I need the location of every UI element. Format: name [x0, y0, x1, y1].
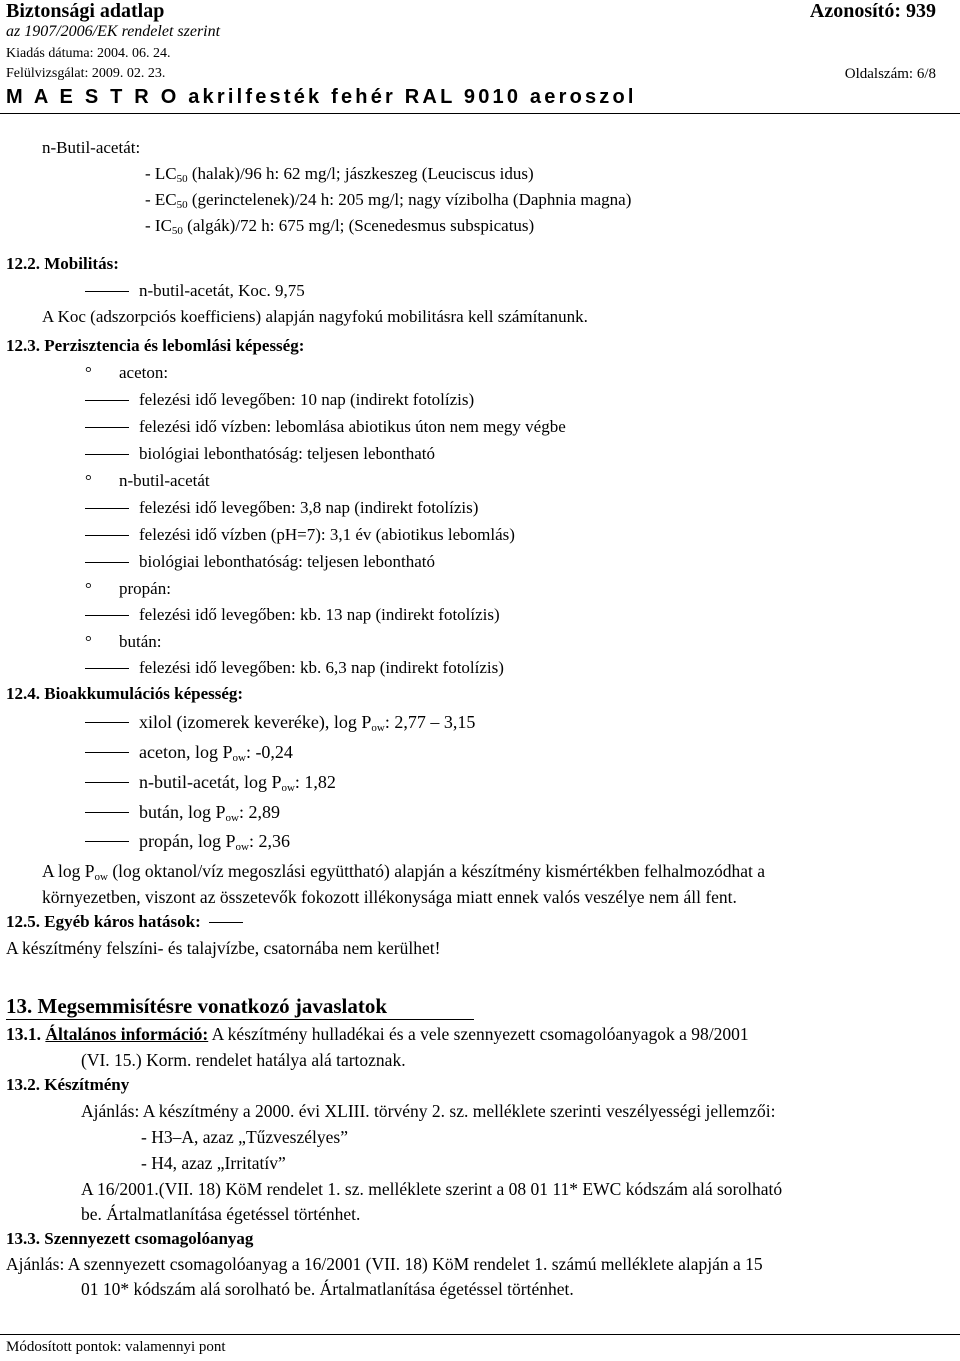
section-13-2-line: be. Ártalmatlanítása égetéssel történhet. — [81, 1204, 361, 1224]
list-item: felezési idő vízben (pH=7): 3,1 év (abiotikus lebomlás) — [85, 525, 515, 545]
list-item: xilol (izomerek keveréke), $\log P_{ow}$: 2,77 – 3,15 — [85, 712, 475, 735]
list-item: ° n-butil-acetát — [85, 471, 210, 490]
list-item: biológiai lebonthatóság: teljesen lebontható — [85, 552, 435, 572]
mobility-note: A Koc (adszorpciós koefficiens) alapján nagyfokú mobilitásra kell számítanunk. — [42, 307, 588, 326]
list-item: bután, $\log P_{ow}$: 2,89 — [85, 802, 280, 825]
review-date: Felülvizsgálat: 2009. 02. 23. — [6, 66, 166, 81]
list-item: aceton, $\log P_{ow}$: -0,24 — [85, 742, 293, 765]
hazard-item: - H3–A, azaz „Tűzveszélyes” — [141, 1127, 348, 1147]
mobility-heading: 12.2. Mobilitás: — [6, 254, 119, 273]
document-id: Azonosító: 939 — [809, 0, 936, 22]
ecotox-item: - $IC_{50}$ (algák)/72 h: 675 mg/l; (Scenedesmus subspicatus) — [145, 216, 535, 237]
section-13-1-cont: (VI. 15.) Korm. rendelet hatálya alá tartoznak. — [81, 1050, 406, 1070]
section-13-3-heading: 13.3. Szennyezett csomagolóanyag — [6, 1229, 254, 1248]
list-item: ° aceton: — [85, 363, 169, 382]
ecotox-item: - $LC_{50}$ (halak)/96 h: 62 mg/l; jászkeszeg (Leuciscus idus) — [145, 164, 534, 185]
section-13-2-line: A 16/2001.(VII. 18) KöM rendelet 1. sz. melléklete szerint a 08 01 11* EWC kódszám alá sorolható — [81, 1179, 783, 1199]
header-divider — [0, 113, 960, 114]
regulation-reference: az 1907/2006/EK rendelet szerint — [6, 23, 221, 40]
product-name: M A E S T R O akrilfesték fehér RAL 9010 aeroszol — [6, 86, 637, 108]
section-13-3-line: Ajánlás: A szennyezett csomagolóanyag a 16/2001 (VII. 18) KöM rendelet 1. számú melléklete alapján a 15 — [6, 1254, 763, 1274]
list-item: propán, $\log P_{ow}$: 2,36 — [85, 831, 290, 854]
document-title: Biztonsági adatlap — [6, 0, 165, 22]
footer-divider — [0, 1334, 960, 1335]
bioaccumulation-note: környezetben, viszont az összetevők fokozott illékonysága miatt ennek valós veszélye nem áll fent. — [42, 887, 737, 907]
persistence-heading: 12.3. Perzisztencia és lebomlási képesség: — [6, 336, 305, 355]
mobility-line: n-butil-acetát, Koc. 9,75 — [85, 281, 305, 301]
list-item: felezési idő levegőben: 3,8 nap (indirekt fotolízis) — [85, 498, 478, 518]
footer-text: Módosított pontok: valamennyi pont — [6, 1339, 226, 1355]
section-13-underline — [6, 1019, 474, 1020]
list-item: n-butil-acetát, $\log P_{ow}$: 1,82 — [85, 772, 336, 795]
list-item: felezési idő levegőben: kb. 13 nap (indirekt fotolízis) — [85, 605, 500, 625]
page-number: Oldalszám: 6/8 — [844, 66, 936, 82]
ecotox-item: - $EC_{50}$ (gerinctelenek)/24 h: 205 mg/l; nagy vízibolha (Daphnia magna) — [145, 190, 632, 211]
list-item: biológiai lebonthatóság: teljesen lebontható — [85, 444, 435, 464]
list-item: ° propán: — [85, 579, 171, 598]
list-item: ° bután: — [85, 632, 162, 651]
bioaccumulation-heading: 12.4. Bioakkumulációs képesség: — [6, 684, 244, 703]
list-item: felezési idő vízben: lebomlása abiotikus úton nem megy végbe — [85, 417, 566, 437]
bioaccumulation-note: A $\log P_{ow}$ (log oktanol/víz megoszlási együttható) alapján a készítmény kismértékben felhalmozódhat a — [42, 861, 765, 883]
section-13-2-heading: 13.2. Készítmény — [6, 1075, 130, 1094]
substance-heading: n-Butil-acetát: — [42, 138, 141, 157]
section-13-2-line: Ajánlás: A készítmény a 2000. évi XLIII. törvény 2. sz. melléklete szerinti veszélyességi jellemzői: — [81, 1101, 776, 1121]
section-13-3-line: 01 10* kódszám alá sorolható be. Ártalmatlanítása égetéssel történhet. — [81, 1279, 574, 1299]
issue-date: Kiadás dátuma: 2004. 06. 24. — [6, 46, 171, 61]
section-13-heading: 13. Megsemmisítésre vonatkozó javaslatok — [6, 994, 388, 1018]
other-effects-text: A készítmény felszíni- és talajvízbe, csatornába nem kerülhet! — [6, 938, 441, 958]
section-13-1: 13.1. Általános információ: A készítmény hulladékai és a vele szennyezett csomagolóanyagok a 98/2001 — [6, 1024, 749, 1044]
hazard-item: - H4, azaz „Irritatív” — [141, 1153, 286, 1173]
list-item: felezési idő levegőben: kb. 6,3 nap (indirekt fotolízis) — [85, 658, 504, 678]
list-item: felezési idő levegőben: 10 nap (indirekt fotolízis) — [85, 390, 474, 410]
other-effects-heading: 12.5. Egyéb káros hatások: — [6, 912, 253, 932]
